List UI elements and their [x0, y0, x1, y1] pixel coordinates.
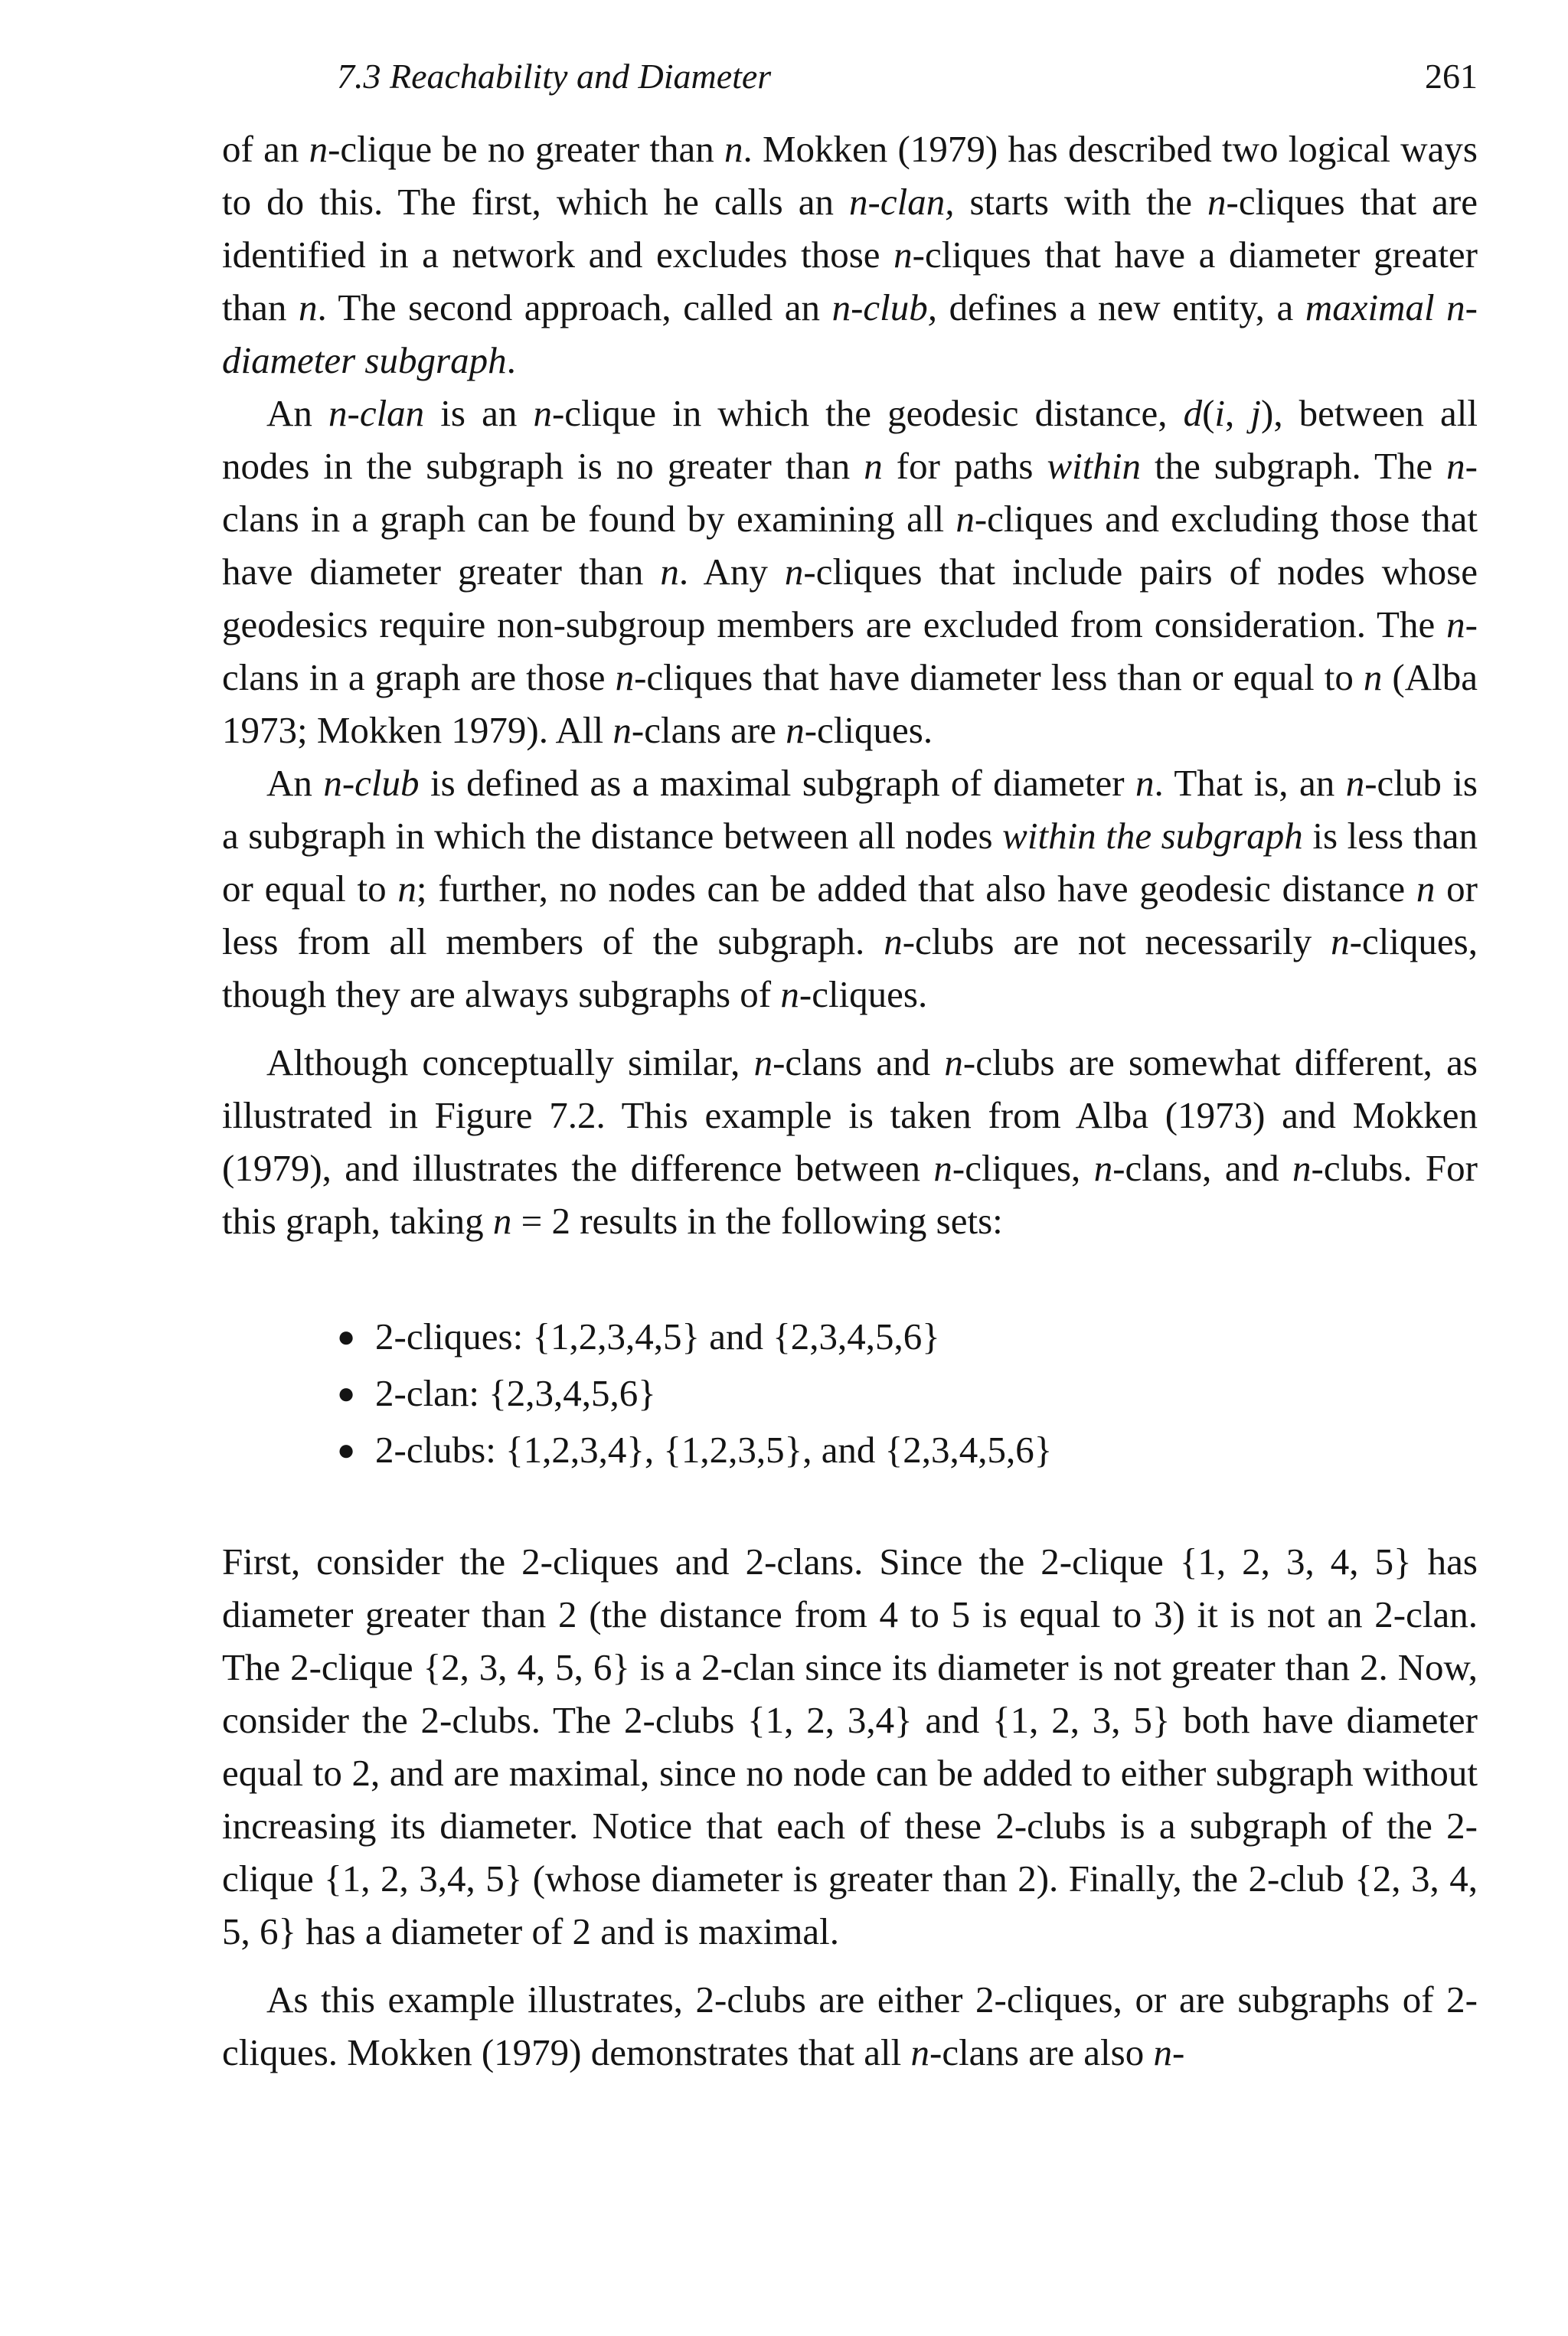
- section-title: 7.3 Reachability and Diameter: [337, 57, 772, 96]
- term-n-club: n-club,: [831, 286, 938, 328]
- bullet-icon: ●: [337, 1433, 356, 1467]
- paragraph-2: An n-clan is an n-clique in which the geodesic distance, d(i, j), between all nodes in the subgraph is no greater than n for paths within the subgraph. The n-clans in a graph can be found by examining all n-cliques and excluding those that have diameter greater than n. Any n-cliques that include pairs of nodes whose geodesics require non-subgroup members are excluded from consideration. The n-clans in a graph are those n-cliques that have diameter less than or equal to n (Alba 1973; Mokken 1979). All n-clans are n-cliques.: [222, 392, 1478, 751]
- paragraph-5: First, consider the 2-cliques and 2-clans. Since the 2-clique {1, 2, 3, 4, 5} has diameter greater than 2 (the distance from 4 to 5 is equal to 3) it is not an 2-clan. The 2-clique {2, 3, 4, 5, 6} is a 2-clan since its diameter is not greater than 2. Now, consider the 2-clubs. The 2-clubs {1, 2, 3,4} and {1, 2, 3, 5} both have diameter equal to 2, and are maximal, since no node can be added to either subgraph without increasing its diameter. Notice that each of these 2-clubs is a subgraph of the 2-clique {1, 2, 3,4, 5} (whose diameter is greater than 2). Finally, the 2-club {2, 3, 4, 5, 6} has a diameter of 2 and is maximal.: [222, 1540, 1478, 1952]
- paragraph-6: As this example illustrates, 2-clubs are either 2-cliques, or are subgraphs of 2-cliques. Mokken (1979) demonstrates that all n-clans are also n-: [222, 1978, 1478, 2073]
- running-head: [222, 54, 1478, 100]
- bullet-icon: ●: [337, 1376, 356, 1410]
- term-n-clan: n-clan,: [849, 181, 955, 223]
- paragraph-1: of an n-clique be no greater than n. Mokken (1979) has described two logical ways to do this. The first, which he calls an n-clan, starts with the n-cliques that are identified in a network and excludes those n-cliques that have a diameter greater than n. The second approach, called an n-club, defines a new entity, a maximal n-diameter subgraph.: [222, 128, 1478, 381]
- list-item: ● 2-clubs: {1,2,3,4}, {1,2,3,5}, and {2,3,4,5,6}: [337, 1422, 1478, 1478]
- list-item: ● 2-cliques: {1,2,3,4,5} and {2,3,4,5,6}: [337, 1308, 1478, 1365]
- term-maximal-subgraph: maximal n-diameter subgraph: [222, 286, 1478, 381]
- bullet-icon: ●: [337, 1319, 356, 1354]
- page-number: 261: [1425, 57, 1478, 96]
- paragraph-3: An n-club is defined as a maximal subgraph of diameter n. That is, an n-club is a subgraph in which the distance between all nodes within the subgraph is less than or equal to n; further, no nodes can be added that also have geodesic distance n or less from all members of the subgraph. n-clubs are not necessarily n-cliques, though they are always subgraphs of n-cliques.: [222, 762, 1478, 1015]
- list-item: ● 2-clan: {2,3,4,5,6}: [337, 1365, 1478, 1422]
- paragraph-4: Although conceptually similar, n-clans and n-clubs are somewhat different, as illustrated in Figure 7.2. This example is taken from Alba (1973) and Mokken (1979), and illustrates the difference between n-cliques, n-clans, and n-clubs. For this graph, taking n = 2 results in the following sets:: [222, 1041, 1478, 1242]
- sets-list: [222, 1308, 1478, 1478]
- body-text: [222, 123, 1478, 2079]
